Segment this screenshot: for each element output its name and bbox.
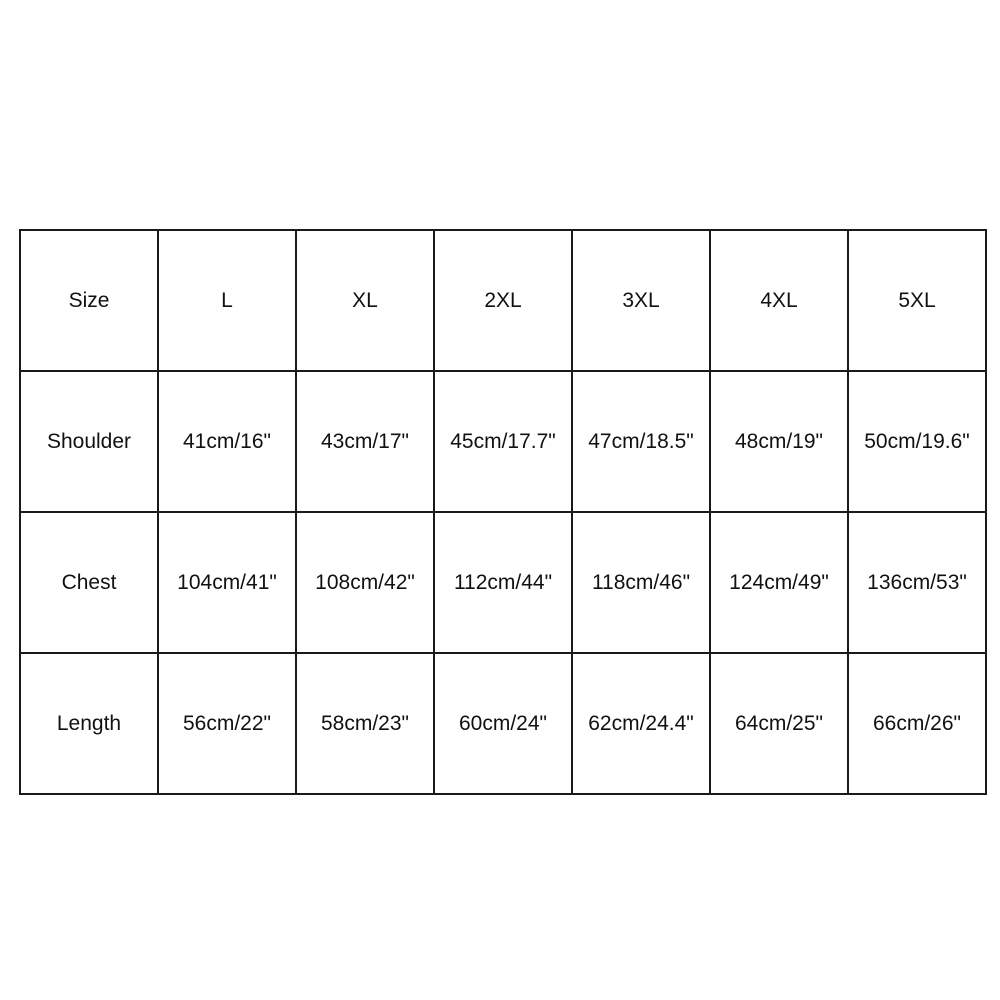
table-cell: 60cm/24" bbox=[434, 653, 572, 794]
table-cell: 136cm/53" bbox=[848, 512, 986, 653]
table-cell: 50cm/19.6" bbox=[848, 371, 986, 512]
table-cell: 56cm/22" bbox=[158, 653, 296, 794]
table-cell: 43cm/17" bbox=[296, 371, 434, 512]
header-cell-l: L bbox=[158, 230, 296, 371]
table-row-shoulder bbox=[20, 371, 986, 512]
row-label-shoulder: Shoulder bbox=[20, 371, 158, 512]
header-cell-4xl: 4XL bbox=[710, 230, 848, 371]
table-header-row bbox=[20, 230, 986, 371]
table-row-chest bbox=[20, 512, 986, 653]
header-cell-xl: XL bbox=[296, 230, 434, 371]
table-cell: 58cm/23" bbox=[296, 653, 434, 794]
row-label-chest: Chest bbox=[20, 512, 158, 653]
table-cell: 64cm/25" bbox=[710, 653, 848, 794]
table-cell: 62cm/24.4" bbox=[572, 653, 710, 794]
table-cell: 124cm/49" bbox=[710, 512, 848, 653]
header-cell-3xl: 3XL bbox=[572, 230, 710, 371]
header-cell-size-label: Size bbox=[20, 230, 158, 371]
table-cell: 112cm/44" bbox=[434, 512, 572, 653]
table-row-length bbox=[20, 653, 986, 794]
header-cell-5xl: 5XL bbox=[848, 230, 986, 371]
table-cell: 108cm/42" bbox=[296, 512, 434, 653]
table-cell: 41cm/16" bbox=[158, 371, 296, 512]
table-cell: 47cm/18.5" bbox=[572, 371, 710, 512]
table-cell: 48cm/19" bbox=[710, 371, 848, 512]
row-label-length: Length bbox=[20, 653, 158, 794]
size-chart-table bbox=[19, 229, 987, 795]
table-cell: 104cm/41" bbox=[158, 512, 296, 653]
table-cell: 66cm/26" bbox=[848, 653, 986, 794]
header-cell-2xl: 2XL bbox=[434, 230, 572, 371]
table-cell: 45cm/17.7" bbox=[434, 371, 572, 512]
table-cell: 118cm/46" bbox=[572, 512, 710, 653]
